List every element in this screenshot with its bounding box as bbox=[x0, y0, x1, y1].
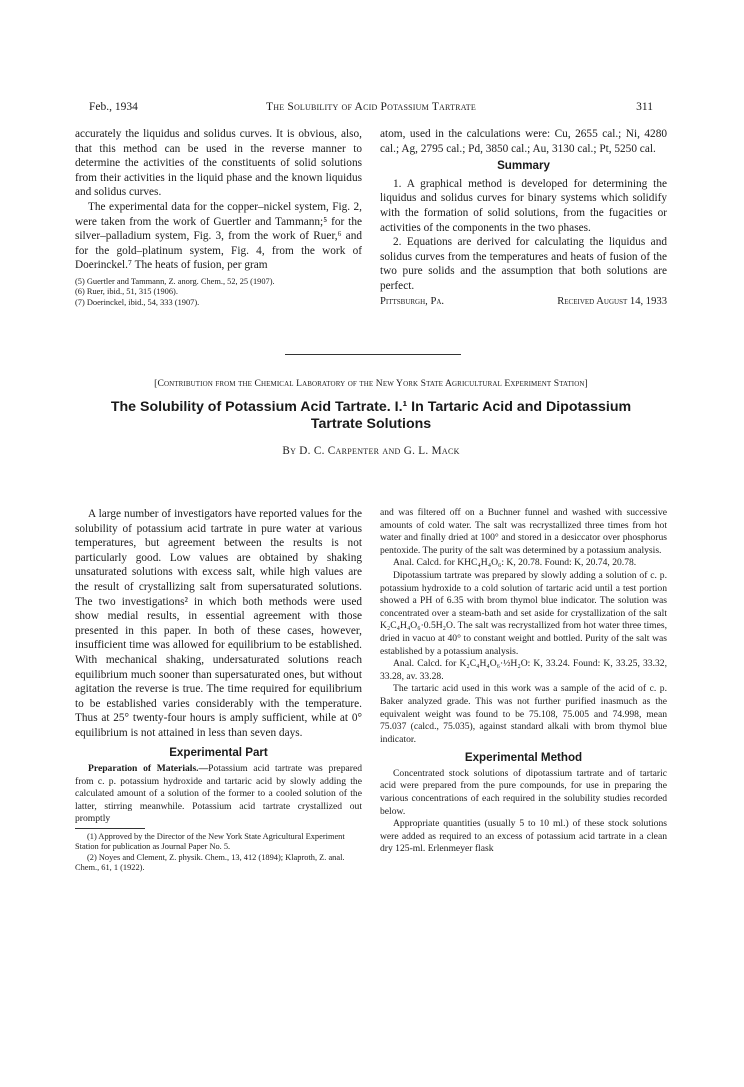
paragraph: Dipotassium tartrate was prepared by slowly adding a solution of c. p. potassium hydroxide to a cold solution of tartaric acid until a test portion showed a PH of 6.35 with brom thymol blue indicator. The solution was concentrated over a steam-bath and set aside for crystallization of the salt K₂C₄H₄O₆·0.5H₂O. The salt was recrystallized from hot water three times, dried in vacuo at 40° to constant weight and bottled. Purity of the salt was established by a potassium analysis. bbox=[380, 569, 667, 657]
run-in-heading: Preparation of Materials.— bbox=[88, 763, 209, 775]
paragraph bbox=[75, 763, 362, 826]
article-divider bbox=[285, 354, 461, 355]
received-date: Received August 14, 1933 bbox=[557, 295, 667, 307]
paragraph: The experimental data for the copper–nickel system, Fig. 2, were taken from the work of Guertler and Tammann;⁵ for the silver–palladium system, Fig. 3, from the work of Ruer,⁶ and for the gold–platinum system, Fig. 4, from the work of Doerinckel.⁷ The heats of fusion, per gram bbox=[75, 200, 362, 272]
paragraph: Concentrated stock solutions of dipotassium tartrate and of tartaric acid were prepared from the pure compounds, for use in preparing the various concentrations of each required in the solubility studies recorded below. bbox=[380, 767, 667, 817]
footnote: (7) Doerinckel, ibid., 54, 333 (1907). bbox=[75, 297, 200, 307]
summary-item: 2. Equations are derived for calculating the liquidus and solidus curves from the temperatures and heats of fusion of the two pure solids and the assumption that both solutions are perfect. bbox=[380, 236, 667, 292]
paragraph-text: Potassium acid tartrate was prepared from c. p. potassium hydroxide and tartaric acid by slowly adding the calculated amount of a solution of the former to a cooled solution of the latter, stirring meanwhile. Potassium acid tartrate crystallized out promptly bbox=[75, 763, 362, 825]
paragraph: accurately the liquidus and solidus curves. It is obvious, also, that this method can be used in the reverse manner to determine the activities of the constituents of solid solutions from their activities in the liquid phase and the known liquidus and solidus curves. bbox=[75, 128, 362, 199]
running-head bbox=[89, 101, 653, 117]
article-title-line: Tartrate Solutions bbox=[310, 416, 432, 432]
article-right-column bbox=[380, 507, 667, 856]
place: Pittsburgh, Pa. bbox=[380, 295, 445, 307]
contribution-line: [Contribution from the Chemical Laboratory of the New York State Agricultural Experiment Station] bbox=[154, 378, 588, 389]
analysis-line: Anal. Calcd. for K₂C₄H₄O₆·½H₂O: K, 33.24. Found: K, 33.25, 33.32, 33.28, av. 33.28. bbox=[380, 658, 667, 682]
page-number: 311 bbox=[636, 101, 653, 113]
article-title bbox=[75, 399, 667, 433]
paragraph: and was filtered off on a Buchner funnel and washed with successive amounts of cold water. The salt was recrystallized three times from hot water and finally dried at 100° and stored in a desiccator over phosphorus pentoxide. The purity of the salt was determined by a potassium analysis. bbox=[380, 507, 667, 556]
analysis-line: Anal. Calcd. for KHC₄H₄O₆: K, 20.78. Found: K, 20.74, 20.78. bbox=[393, 557, 637, 569]
summary-item: 1. A graphical method is developed for determining the liquidus and solidus curves for binary systems which solidify with the formation of solid solutions, from the fugacities or activities of the components in the two phases. bbox=[380, 177, 667, 234]
section-heading: Experimental Part bbox=[169, 745, 268, 759]
paragraph: atom, used in the calculations were: Cu, 2655 cal.; Ni, 4280 cal.; Ag, 2795 cal.; Pd, 3850 cal.; Au, 3130 cal.; Pt, 5250 cal. bbox=[380, 128, 667, 155]
paragraph: A large number of investigators have reported values for the solubility of potassium acid tartrate in pure water at various temperatures, but agreement between the results is not particularly good. Low values are obtained by shaking unsaturated solutions with excess salt, while high values are the result of crystallizing salt from supersaturated solutions. The two investigations² in which both methods were used show medial results, in essential agreement with those presented in this paper. In both of these cases, however, insufficient time was allowed for equilibrium to be established. With mechanical shaking, undersaturated solutions reach equilibrium much sooner than supersaturated ones, but without agitation the reverse is true. The time required for equilibrium to be established varies considerably with the temperature. Thus at 25° twenty-four hours is amply sufficient, while at 0° equilibrium is not attained in less than seven days. bbox=[75, 508, 362, 739]
previous-article-left-column bbox=[75, 127, 362, 308]
footnote-rule bbox=[75, 828, 145, 829]
footnote: (5) Guertler and Tammann, Z. anorg. Chem., 52, 25 (1907). bbox=[75, 276, 275, 286]
byline: By D. C. Carpenter and G. L. Mack bbox=[282, 445, 460, 457]
paragraph: Appropriate quantities (usually 5 to 10 ml.) of these stock solutions were added as required to an excess of potassium acid tartrate in a clean dry 125-ml. Erlenmeyer flask bbox=[380, 818, 667, 855]
footnotes bbox=[75, 277, 362, 308]
running-head-date: Feb., 1934 bbox=[89, 101, 138, 113]
summary-heading: Summary bbox=[497, 159, 550, 173]
footnote: (6) Ruer, ibid., 51, 315 (1906). bbox=[75, 287, 178, 297]
article-title-line: The Solubility of Potassium Acid Tartrate. I.¹ In Tartaric Acid and Dipotassium bbox=[110, 399, 632, 415]
running-head-title: The Solubility of Acid Potassium Tartrate bbox=[266, 101, 476, 113]
signature-line bbox=[380, 295, 667, 310]
article-left-column bbox=[75, 507, 362, 874]
section-heading: Experimental Method bbox=[464, 751, 583, 765]
footnote: (1) Approved by the Director of the New York State Agricultural Experiment Station for publication as Journal Paper No. 5. bbox=[75, 832, 345, 852]
paragraph: The tartaric acid used in this work was a sample of the acid of c. p. Baker analyzed grade. This was not further purified inasmuch as the equivalent weight was found to be 75.108, 75.005 and 74.998, mean 75.037 (calcd., 75.035), against standard alkali with brom thymol blue indicator. bbox=[380, 683, 667, 745]
previous-article-right-column bbox=[380, 127, 667, 309]
footnote: (2) Noyes and Clement, Z. physik. Chem., 13, 412 (1894); Klaproth, Z. anal. Chem., 61, 1 (1922). bbox=[75, 852, 345, 873]
